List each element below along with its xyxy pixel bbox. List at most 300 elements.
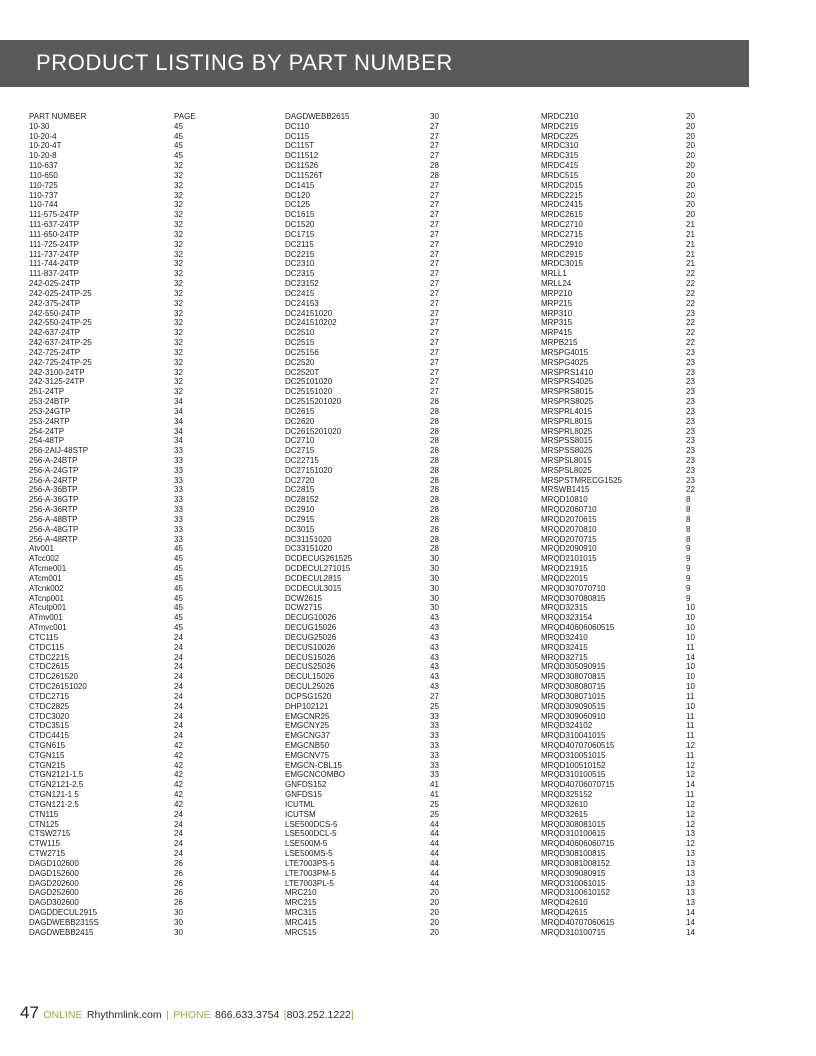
page-ref: 21 bbox=[686, 229, 695, 239]
part-number: DC115 bbox=[285, 131, 310, 141]
alt-phone-number: 803.252.1222 bbox=[286, 1009, 351, 1021]
part-number: DAGD302600 bbox=[29, 898, 79, 908]
page-ref: 11 bbox=[686, 691, 695, 701]
page-ref: 44 bbox=[430, 849, 439, 859]
part-number: DECUG10026 bbox=[285, 613, 337, 623]
part-number: DC31151020 bbox=[285, 534, 332, 544]
page-ref: 24 bbox=[174, 701, 183, 711]
part-number: ATcm001 bbox=[29, 573, 62, 583]
page-ref: 23 bbox=[686, 308, 695, 318]
page-ref: 9 bbox=[686, 544, 691, 554]
page-ref: 12 bbox=[686, 760, 695, 770]
page-ref: 32 bbox=[174, 180, 183, 190]
page-ref: 10 bbox=[686, 623, 695, 633]
part-number: DC11512 bbox=[285, 151, 319, 161]
part-number: DC2715 bbox=[285, 446, 315, 456]
part-number: 110-637 bbox=[29, 161, 58, 171]
page-ref: 11 bbox=[686, 790, 695, 800]
page-ref: 27 bbox=[430, 210, 439, 220]
page-ref: 20 bbox=[686, 170, 695, 180]
part-number: MRQD32410 bbox=[541, 632, 588, 642]
part-number: 242-637-24TP-25 bbox=[29, 338, 92, 348]
page-ref: 45 bbox=[174, 603, 183, 613]
part-number: MRDC415 bbox=[541, 161, 579, 171]
page-ref: 43 bbox=[430, 632, 439, 642]
part-number: CTN125 bbox=[29, 819, 59, 829]
part-number: DC2615201020 bbox=[285, 426, 342, 436]
page-ref: 28 bbox=[430, 170, 439, 180]
part-number: 110-744 bbox=[29, 200, 58, 210]
page-ref: 33 bbox=[174, 455, 183, 465]
page-ref: 10 bbox=[686, 701, 695, 711]
part-number: MRDC315 bbox=[541, 151, 579, 161]
part-number-header: PART NUMBER bbox=[29, 112, 87, 121]
part-number: DAGDWEBB2415 bbox=[29, 927, 94, 937]
part-number: CTDC2715 bbox=[29, 691, 70, 701]
page-ref: 32 bbox=[174, 347, 183, 357]
page-ref: 33 bbox=[174, 524, 183, 534]
page-ref: 27 bbox=[430, 338, 439, 348]
page-ref: 22 bbox=[686, 338, 695, 348]
part-number: ATcnk002 bbox=[29, 583, 64, 593]
alt-phone-open-bracket: [ bbox=[283, 1009, 287, 1021]
page-ref: 33 bbox=[174, 505, 183, 515]
page-ref: 27 bbox=[430, 131, 439, 141]
part-number: CTDC3020 bbox=[29, 711, 70, 721]
part-number: MRQD307080815 bbox=[541, 593, 606, 603]
part-number: DCDECUL3015 bbox=[285, 583, 342, 593]
page-ref: 24 bbox=[174, 731, 183, 741]
page-ref: 27 bbox=[430, 259, 439, 269]
part-number: DC2515 bbox=[285, 338, 315, 348]
part-number: DCW2715 bbox=[285, 603, 322, 613]
page-ref: 25 bbox=[430, 701, 439, 711]
part-number: MRDC215 bbox=[541, 121, 579, 131]
page-ref: 45 bbox=[174, 544, 183, 554]
page-ref: 32 bbox=[174, 200, 183, 210]
page-ref: 24 bbox=[174, 691, 183, 701]
page-header-bar bbox=[0, 40, 749, 87]
part-number: ATmvc001 bbox=[29, 623, 67, 633]
part-number: DC2520 bbox=[285, 357, 315, 367]
part-number: MRSPSS8025 bbox=[541, 446, 593, 456]
part-number: MRDC2215 bbox=[541, 190, 583, 200]
part-number: MRQD40707060615 bbox=[541, 917, 615, 927]
part-number: MRQD309090515 bbox=[541, 701, 606, 711]
page-ref: 25 bbox=[430, 799, 439, 809]
part-number: 110-650 bbox=[29, 170, 58, 180]
part-number: MRQD32610 bbox=[541, 799, 588, 809]
part-number: DAGDDECUL2915 bbox=[29, 908, 98, 918]
page-ref: 41 bbox=[430, 790, 439, 800]
page-ref: 32 bbox=[174, 279, 183, 289]
part-number: MRP215 bbox=[541, 298, 573, 308]
page-ref: 28 bbox=[430, 465, 439, 475]
page-ref: 27 bbox=[430, 691, 439, 701]
part-number: MRQD21915 bbox=[541, 564, 588, 574]
page-ref: 27 bbox=[430, 347, 439, 357]
page-ref: 27 bbox=[430, 249, 439, 259]
page-ref: 44 bbox=[430, 858, 439, 868]
part-number: 253-24GTP bbox=[29, 406, 71, 416]
part-number: MRQD325152 bbox=[541, 790, 593, 800]
page-ref: 33 bbox=[174, 514, 183, 524]
part-number: 242-3100-24TP bbox=[29, 367, 85, 377]
page-ref: 26 bbox=[174, 858, 183, 868]
page-ref: 43 bbox=[430, 623, 439, 633]
page-ref: 32 bbox=[174, 357, 183, 367]
page-ref: 28 bbox=[430, 544, 439, 554]
page-ref: 45 bbox=[174, 141, 183, 151]
part-number: MRDC3015 bbox=[541, 259, 583, 269]
part-number: 111-650-24TP bbox=[29, 229, 79, 239]
page-ref: 10 bbox=[686, 672, 695, 682]
page-ref: 13 bbox=[686, 858, 695, 868]
part-number: ATmv001 bbox=[29, 613, 63, 623]
page-ref: 8 bbox=[686, 514, 691, 524]
page-ref: 45 bbox=[174, 121, 183, 131]
part-number: 256-A-48BTP bbox=[29, 514, 78, 524]
part-number: DC1615 bbox=[285, 210, 315, 220]
page-ref: 13 bbox=[686, 878, 695, 888]
page-ref: 14 bbox=[686, 917, 695, 927]
page-ref: 20 bbox=[430, 927, 439, 937]
page-ref: 26 bbox=[174, 888, 183, 898]
page-ref: 20 bbox=[430, 908, 439, 918]
page-ref: 44 bbox=[430, 878, 439, 888]
part-number: 251-24TP bbox=[29, 387, 65, 397]
part-number: MRQD32315 bbox=[541, 603, 588, 613]
part-number: 10-20-8 bbox=[29, 151, 57, 161]
part-number: MRQD310041015 bbox=[541, 731, 606, 741]
part-number: 256-A-48GTP bbox=[29, 524, 79, 534]
part-number: MRQD100510152 bbox=[541, 760, 606, 770]
page-ref: 10 bbox=[686, 613, 695, 623]
page-ref: 24 bbox=[174, 672, 183, 682]
page-ref: 33 bbox=[174, 465, 183, 475]
page-ref: 22 bbox=[686, 328, 695, 338]
part-number: 111-575-24TP bbox=[29, 210, 79, 220]
page-ref: 44 bbox=[430, 868, 439, 878]
part-number: DC2520T bbox=[285, 367, 320, 377]
part-number: MRC215 bbox=[285, 898, 317, 908]
page-ref: 33 bbox=[174, 446, 183, 456]
page-ref: 28 bbox=[430, 514, 439, 524]
page-ref: 26 bbox=[174, 898, 183, 908]
part-number: LSE500DCS-5 bbox=[285, 819, 338, 829]
part-number: MRSPRL8025 bbox=[541, 426, 593, 436]
part-number: DCPSG1520 bbox=[285, 691, 332, 701]
part-number: GNFDS152 bbox=[285, 780, 327, 790]
page-ref: 11 bbox=[686, 750, 695, 760]
part-number: MRQD3100610152 bbox=[541, 888, 610, 898]
part-number: CTDC2825 bbox=[29, 701, 70, 711]
page-ref: 28 bbox=[430, 416, 439, 426]
page-ref: 24 bbox=[174, 849, 183, 859]
part-number: MRSPRS8025 bbox=[541, 397, 594, 407]
page-ref: 33 bbox=[174, 495, 183, 505]
part-number: CTDC3515 bbox=[29, 721, 70, 731]
part-number: DC125 bbox=[285, 200, 310, 210]
page-ref: 12 bbox=[686, 799, 695, 809]
part-number: CTGN121-2.5 bbox=[29, 799, 79, 809]
part-number: MRC515 bbox=[285, 927, 317, 937]
page-ref: 27 bbox=[430, 298, 439, 308]
part-number: 111-725-24TP bbox=[29, 239, 79, 249]
part-number: 256-A-48RTP bbox=[29, 534, 78, 544]
part-number: MRQD42615 bbox=[541, 908, 588, 918]
part-number: DECUS25026 bbox=[285, 662, 336, 672]
page-ref: 13 bbox=[686, 829, 695, 839]
part-number: LSE500MS-5 bbox=[285, 849, 333, 859]
part-number: CTW115 bbox=[29, 839, 60, 849]
page-ref: 14 bbox=[686, 780, 695, 790]
part-number: MRQD323154 bbox=[541, 613, 593, 623]
page-ref: 14 bbox=[686, 652, 695, 662]
part-number: MRQD308070815 bbox=[541, 672, 606, 682]
page-ref: 8 bbox=[686, 505, 691, 515]
part-number: 242-3125-24TP bbox=[29, 377, 85, 387]
part-number: 242-725-24TP-25 bbox=[29, 357, 92, 367]
page-ref: 32 bbox=[174, 259, 183, 269]
part-number: DC2315 bbox=[285, 269, 315, 279]
part-number: EMGCNB50 bbox=[285, 741, 330, 750]
part-number: EMGCN-CBL15 bbox=[285, 760, 342, 770]
part-number: DC2815 bbox=[285, 485, 315, 495]
page-ref: 32 bbox=[174, 161, 183, 171]
part-number: DHP102121 bbox=[285, 701, 329, 711]
page-ref: 27 bbox=[430, 229, 439, 239]
part-number: LTE7003PM-5 bbox=[285, 868, 336, 878]
page-ref: 11 bbox=[686, 711, 695, 721]
page-ref: 20 bbox=[430, 917, 439, 927]
part-number: MRSWB1415 bbox=[541, 485, 590, 495]
part-number: DC33151020 bbox=[285, 544, 333, 554]
part-number: DC120 bbox=[285, 190, 310, 200]
part-number: ATcnp001 bbox=[29, 593, 64, 603]
page-ref: 45 bbox=[174, 554, 183, 564]
page-ref: 34 bbox=[174, 397, 183, 407]
page-ref: 21 bbox=[686, 249, 695, 259]
page-ref: 34 bbox=[174, 406, 183, 416]
part-number: EMGCNG37 bbox=[285, 731, 330, 741]
page-ref: 24 bbox=[174, 809, 183, 819]
part-number: MRPB215 bbox=[541, 338, 578, 348]
part-number: MRSPSL8025 bbox=[541, 465, 592, 475]
part-number: MRDC2615 bbox=[541, 210, 583, 220]
page-ref: 44 bbox=[430, 829, 439, 839]
page-ref: 43 bbox=[430, 662, 439, 672]
page-ref: 42 bbox=[174, 799, 183, 809]
part-number: CTGN2121-2.5 bbox=[29, 780, 84, 790]
part-number: CTDC261520 bbox=[29, 672, 78, 682]
page-ref: 45 bbox=[174, 593, 183, 603]
part-number: DC2720 bbox=[285, 475, 315, 485]
page-ref: 27 bbox=[430, 328, 439, 338]
page-ref: 28 bbox=[430, 485, 439, 495]
page-ref: 8 bbox=[686, 495, 691, 505]
page-ref: 21 bbox=[686, 220, 695, 230]
page-ref: 43 bbox=[430, 672, 439, 682]
part-number: 111-637-24TP bbox=[29, 220, 79, 230]
page-ref: 32 bbox=[174, 220, 183, 230]
part-number: CTC115 bbox=[29, 632, 59, 642]
part-number: MRSPRS4025 bbox=[541, 377, 594, 387]
page-ref: 10 bbox=[686, 632, 695, 642]
part-number: MRQD2070615 bbox=[541, 514, 597, 524]
page-ref: 21 bbox=[686, 259, 695, 269]
part-number: ATcme001 bbox=[29, 564, 67, 574]
page-ref: 32 bbox=[174, 190, 183, 200]
part-number: 242-637-24TP bbox=[29, 328, 81, 338]
part-number: DECUL15026 bbox=[285, 672, 335, 682]
online-label: ONLINE bbox=[43, 1009, 83, 1021]
page-ref: 22 bbox=[686, 298, 695, 308]
part-number: DC110 bbox=[285, 121, 310, 131]
page-ref: 32 bbox=[174, 249, 183, 259]
part-number: DC3015 bbox=[285, 524, 315, 534]
page-ref: 32 bbox=[174, 229, 183, 239]
page-ref: 24 bbox=[174, 662, 183, 672]
part-number: 10-20-4T bbox=[29, 141, 62, 151]
part-number: DC2115 bbox=[285, 239, 314, 249]
part-number: MRDC2915 bbox=[541, 249, 583, 259]
part-number: 256-A-36RTP bbox=[29, 505, 78, 515]
part-number: DC2310 bbox=[285, 259, 315, 269]
page-ref: 33 bbox=[430, 731, 439, 741]
part-number: DAGD202600 bbox=[29, 878, 79, 888]
part-number: ICUTSM bbox=[285, 809, 316, 819]
part-number: 256-A-24GTP bbox=[29, 465, 79, 475]
part-number: DAGD252600 bbox=[29, 888, 79, 898]
page-ref: 13 bbox=[686, 868, 695, 878]
page-ref: 23 bbox=[686, 446, 695, 456]
part-number: 111-737-24TP bbox=[29, 249, 79, 259]
page-ref: 24 bbox=[174, 642, 183, 652]
page-ref: 13 bbox=[686, 898, 695, 908]
part-number: MRC415 bbox=[285, 917, 317, 927]
page-ref: 45 bbox=[174, 623, 183, 633]
part-number: MRQD2070715 bbox=[541, 534, 597, 544]
page-ref: 32 bbox=[174, 269, 183, 279]
page-ref: 23 bbox=[686, 436, 695, 446]
part-number: DC24153 bbox=[285, 298, 319, 308]
part-number: CTDC2615 bbox=[29, 662, 70, 672]
page-ref: 30 bbox=[174, 908, 183, 918]
part-number: ATcutp001 bbox=[29, 603, 67, 613]
part-number: 242-375-24TP bbox=[29, 298, 81, 308]
part-number: MRQD2060710 bbox=[541, 505, 597, 515]
part-number: DC2215 bbox=[285, 249, 315, 259]
part-number: DC27151020 bbox=[285, 465, 333, 475]
part-number: CTW2715 bbox=[29, 849, 66, 859]
part-number: DC115T bbox=[285, 141, 315, 151]
part-number: EMGCNR25 bbox=[285, 711, 330, 721]
page-ref: 20 bbox=[686, 190, 695, 200]
footer-separator: | bbox=[166, 1009, 169, 1021]
part-number: MRQD308100815 bbox=[541, 849, 606, 859]
part-number: MRQD22015 bbox=[541, 573, 588, 583]
page-ref: 23 bbox=[686, 416, 695, 426]
part-number: DC2915 bbox=[285, 514, 315, 524]
part-number: DC24151020 bbox=[285, 308, 333, 318]
part-number: MRDC210 bbox=[541, 112, 579, 121]
part-number: DECUS10026 bbox=[285, 642, 336, 652]
website-link[interactable]: Rhythmlink.com bbox=[86, 1009, 162, 1021]
page-ref: 32 bbox=[174, 170, 183, 180]
page-ref: 22 bbox=[686, 279, 695, 289]
page-ref: 30 bbox=[174, 927, 183, 937]
page-ref: 28 bbox=[430, 534, 439, 544]
part-number: CTN115 bbox=[29, 809, 59, 819]
part-number: CTGN615 bbox=[29, 741, 66, 750]
part-number: DC1415 bbox=[285, 180, 315, 190]
page-header: PAGE bbox=[174, 112, 196, 121]
page-ref: 30 bbox=[430, 583, 439, 593]
part-number: DCDECUL2815 bbox=[285, 573, 342, 583]
part-number: CTGN2121-1.5 bbox=[29, 770, 84, 780]
page-ref: 30 bbox=[430, 573, 439, 583]
page-ref: 28 bbox=[430, 436, 439, 446]
page-ref: 27 bbox=[430, 141, 439, 151]
part-number: DAGD102600 bbox=[29, 858, 79, 868]
page-ref: 23 bbox=[686, 397, 695, 407]
page-ref: 34 bbox=[174, 436, 183, 446]
page-ref: 23 bbox=[686, 367, 695, 377]
page-ref: 42 bbox=[174, 780, 183, 790]
page-ref: 10 bbox=[686, 662, 695, 672]
page-ref: 34 bbox=[174, 426, 183, 436]
page-ref: 22 bbox=[686, 318, 695, 328]
page-ref: 28 bbox=[430, 495, 439, 505]
page-ref: 13 bbox=[686, 849, 695, 859]
page-ref: 20 bbox=[686, 141, 695, 151]
part-number: 110-725 bbox=[29, 180, 58, 190]
part-number: 111-837-24TP bbox=[29, 269, 79, 279]
page-ref: 24 bbox=[174, 711, 183, 721]
part-number: DC2710 bbox=[285, 436, 315, 446]
page-ref: 28 bbox=[430, 161, 439, 171]
page-ref: 27 bbox=[430, 357, 439, 367]
page-ref: 45 bbox=[174, 613, 183, 623]
page-ref: 32 bbox=[174, 210, 183, 220]
part-number: MRDC225 bbox=[541, 131, 579, 141]
part-number: CTGN215 bbox=[29, 760, 66, 770]
page-ref: 12 bbox=[686, 819, 695, 829]
part-number: MRSPG4015 bbox=[541, 347, 589, 357]
part-number: MRQD32715 bbox=[541, 652, 588, 662]
part-number: MRSPG4025 bbox=[541, 357, 589, 367]
page-ref: 27 bbox=[430, 387, 439, 397]
page-ref: 24 bbox=[174, 829, 183, 839]
part-number: CTDC26151020 bbox=[29, 682, 87, 692]
part-number: 253-24BTP bbox=[29, 397, 70, 407]
part-number: MRQD305090915 bbox=[541, 662, 606, 672]
page-ref: 42 bbox=[174, 770, 183, 780]
part-number: DC1715 bbox=[285, 229, 315, 239]
page-ref: 20 bbox=[686, 180, 695, 190]
part-number: ICUTML bbox=[285, 799, 315, 809]
page-number: 47 bbox=[20, 1003, 39, 1022]
part-number: MRP315 bbox=[541, 318, 573, 328]
page-ref: 33 bbox=[174, 534, 183, 544]
part-number: CTDC4415 bbox=[29, 731, 70, 741]
page-ref: 23 bbox=[686, 357, 695, 367]
part-number: MRQD2090910 bbox=[541, 544, 597, 554]
page-ref: 30 bbox=[430, 564, 439, 574]
part-number: MRQD2070810 bbox=[541, 524, 597, 534]
part-number: MRQD42610 bbox=[541, 898, 588, 908]
